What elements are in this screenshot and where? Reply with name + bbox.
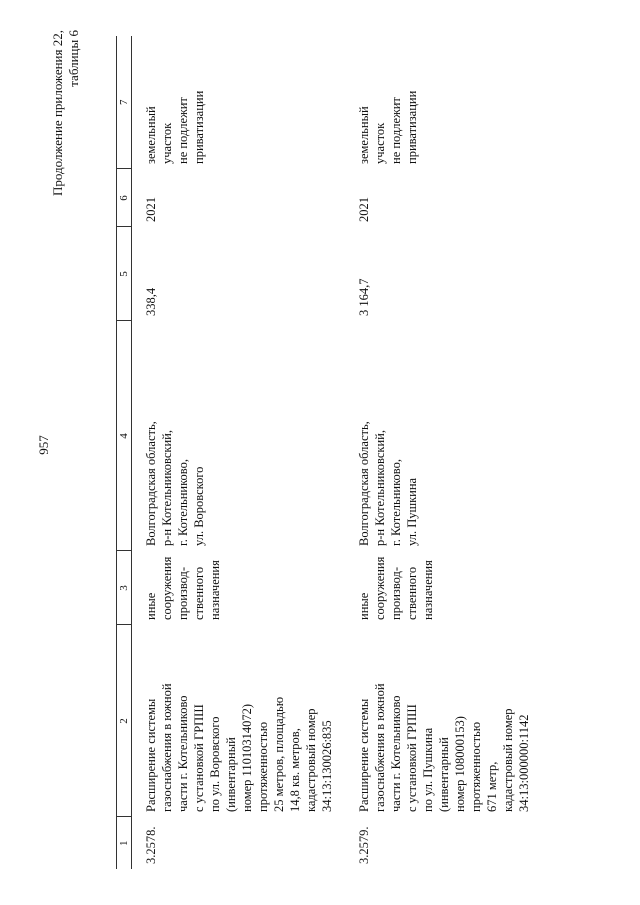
object-name <box>345 625 542 817</box>
text-line: сооружения <box>160 556 174 620</box>
continuation-note <box>50 30 82 196</box>
text-line: Волгоградская область, <box>144 421 158 546</box>
col-header-2: 2 <box>117 625 132 817</box>
text-line: назначения <box>421 560 435 620</box>
text-line: не подлежит <box>176 97 190 164</box>
text-line: по ул. Воровского <box>208 716 222 812</box>
data-table <box>116 36 542 869</box>
object-value: 3 164,7 <box>357 278 371 316</box>
object-note <box>345 36 542 169</box>
text-line: номер 108000153) <box>453 716 467 812</box>
text-line: 25 метров, площадью <box>272 696 286 812</box>
text-line: (инвентарный <box>224 737 238 812</box>
object-note <box>132 36 346 169</box>
continuation-line-2: таблицы 6 <box>66 30 81 87</box>
col-header-3: 3 <box>117 551 132 625</box>
object-name <box>132 625 346 817</box>
text-line: протяженностью <box>256 721 270 812</box>
object-year: 2021 <box>357 197 371 222</box>
text-line: производ- <box>176 566 190 620</box>
col-header-7: 7 <box>117 36 132 169</box>
text-line: с установкой ГРПШ <box>192 704 206 812</box>
text-line: земельный <box>144 106 158 164</box>
text-line: участок <box>160 122 174 164</box>
text-line: газоснабжения в южной <box>160 683 174 812</box>
text-line: газоснабжения в южной <box>373 683 387 812</box>
object-year: 2021 <box>144 197 158 222</box>
text-line: номер 11010314072) <box>240 704 254 812</box>
object-address <box>132 321 346 551</box>
text-line: приватизации <box>405 90 419 164</box>
col-header-1: 1 <box>117 817 132 869</box>
text-line: р-н Котельниковский, <box>373 430 387 546</box>
continuation-line-1: Продолжение приложения 22, <box>50 30 65 197</box>
text-line: г. Котельниково, <box>176 459 190 546</box>
table-row <box>132 36 346 869</box>
text-line: г. Котельниково, <box>389 459 403 546</box>
text-line: производ- <box>389 566 403 620</box>
text-line: земельный <box>357 106 371 164</box>
object-address <box>345 321 542 551</box>
text-line: р-н Котельниковский, <box>160 430 174 546</box>
text-line: Расширение системы <box>144 698 158 812</box>
text-line: ственного <box>405 566 419 620</box>
text-line: приватизации <box>192 90 206 164</box>
text-line: протяженностью <box>469 721 483 812</box>
text-line: по ул. Пушкина <box>421 727 435 812</box>
row-number: 3.2578. <box>144 826 158 864</box>
col-header-4: 4 <box>117 321 132 551</box>
object-value: 338,4 <box>144 287 158 316</box>
text-line: иные <box>144 592 158 620</box>
header-row <box>117 36 132 869</box>
text-line: (инвентарный <box>437 737 451 812</box>
col-header-6: 6 <box>117 169 132 227</box>
row-number: 3.2579. <box>357 826 371 864</box>
text-line: 34:13:000000:1142 <box>517 714 531 812</box>
text-line: ул. Воровского <box>192 466 206 546</box>
text-line: 671 метр, <box>485 761 499 812</box>
text-line: части г. Котельниково <box>176 695 190 812</box>
text-line: ул. Пушкина <box>405 477 419 546</box>
text-line: не подлежит <box>389 97 403 164</box>
table-row <box>345 36 542 869</box>
text-line: участок <box>373 122 387 164</box>
text-line: назначения <box>208 560 222 620</box>
text-line: сооружения <box>373 556 387 620</box>
text-line: кадастровый номер <box>501 708 515 812</box>
text-line: 34:13:130026:835 <box>320 720 334 812</box>
object-type <box>345 551 542 625</box>
text-line: кадастровый номер <box>304 708 318 812</box>
page-number: 957 <box>36 435 51 455</box>
text-line: иные <box>357 592 371 620</box>
text-line: ственного <box>192 566 206 620</box>
text-line: 14,8 кв. метров, <box>288 728 302 812</box>
object-type <box>132 551 346 625</box>
text-line: с установкой ГРПШ <box>405 704 419 812</box>
text-line: части г. Котельниково <box>389 695 403 812</box>
text-line: Расширение системы <box>357 698 371 812</box>
col-header-5: 5 <box>117 227 132 321</box>
text-line: Волгоградская область, <box>357 421 371 546</box>
